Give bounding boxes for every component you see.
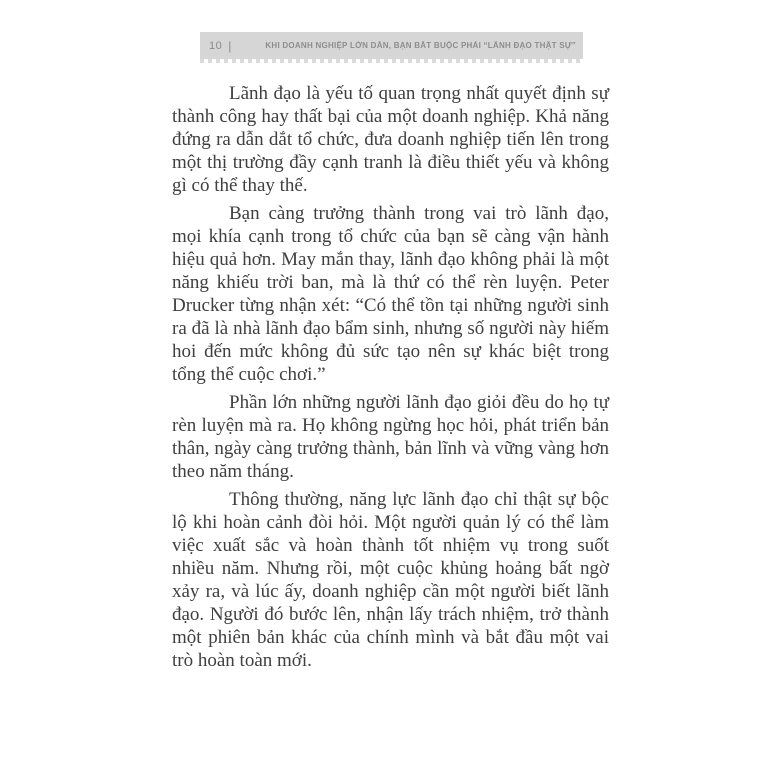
page-number-divider: | bbox=[228, 38, 232, 53]
paragraph: Bạn càng trưởng thành trong vai trò lãnh đạo, mọi khía cạnh trong tổ chức của bạn sẽ càng vận hành hiệu quả hơn. May mắn thay, lãnh đạo không phải là một năng khiếu trời ban, mà là thứ có thể rèn luyện. Peter Drucker từng nhận xét: “Có thể tồn tại những người sinh ra đã là nhà lãnh đạo bẩm sinh, nhưng số người này hiếm hoi đến mức không đủ sức tạo nên sự khác biệt trong tổng thể cuộc chơi.” bbox=[172, 203, 609, 385]
paragraph: Thông thường, năng lực lãnh đạo chỉ thật sự bộc lộ khi hoàn cảnh đòi hỏi. Một người quản lý có thể làm việc xuất sắc và hoàn thành tốt nhiệm vụ trong suốt nhiều năm. Nhưng rồi, một cuộc khủng hoảng bất ngờ xảy ra, và lúc ấy, doanh nghiệp cần một người biết lãnh đạo. Người đó bước lên, nhận lấy trách nhiệm, trở thành một phiên bản khác của chính mình và bắt đầu một vai trò hoàn toàn mới. bbox=[172, 489, 609, 671]
paragraph: Phần lớn những người lãnh đạo giỏi đều do họ tự rèn luyện mà ra. Họ không ngừng học hỏi, phát triển bản thân, ngày càng trưởng thành, bản lĩnh và vững vàng hơn theo năm tháng. bbox=[172, 392, 609, 482]
running-title: KHI DOANH NGHIỆP LỚN DẦN, BẠN BẮT BUỘC PHẢI “LÃNH ĐẠO THẬT SỰ” bbox=[265, 41, 576, 50]
page-body bbox=[172, 82, 609, 677]
page-number: 10 bbox=[209, 39, 223, 52]
paragraph: Lãnh đạo là yếu tố quan trọng nhất quyết định sự thành công hay thất bại của một doanh nghiệp. Khả năng đứng ra dẫn dắt tổ chức, đưa doanh nghiệp tiến lên trong một thị trường đầy cạnh tranh là điều thiết yếu và không gì có thể thay thế. bbox=[172, 83, 609, 196]
header-perforated-edge bbox=[200, 59, 583, 63]
page-header bbox=[200, 32, 583, 59]
